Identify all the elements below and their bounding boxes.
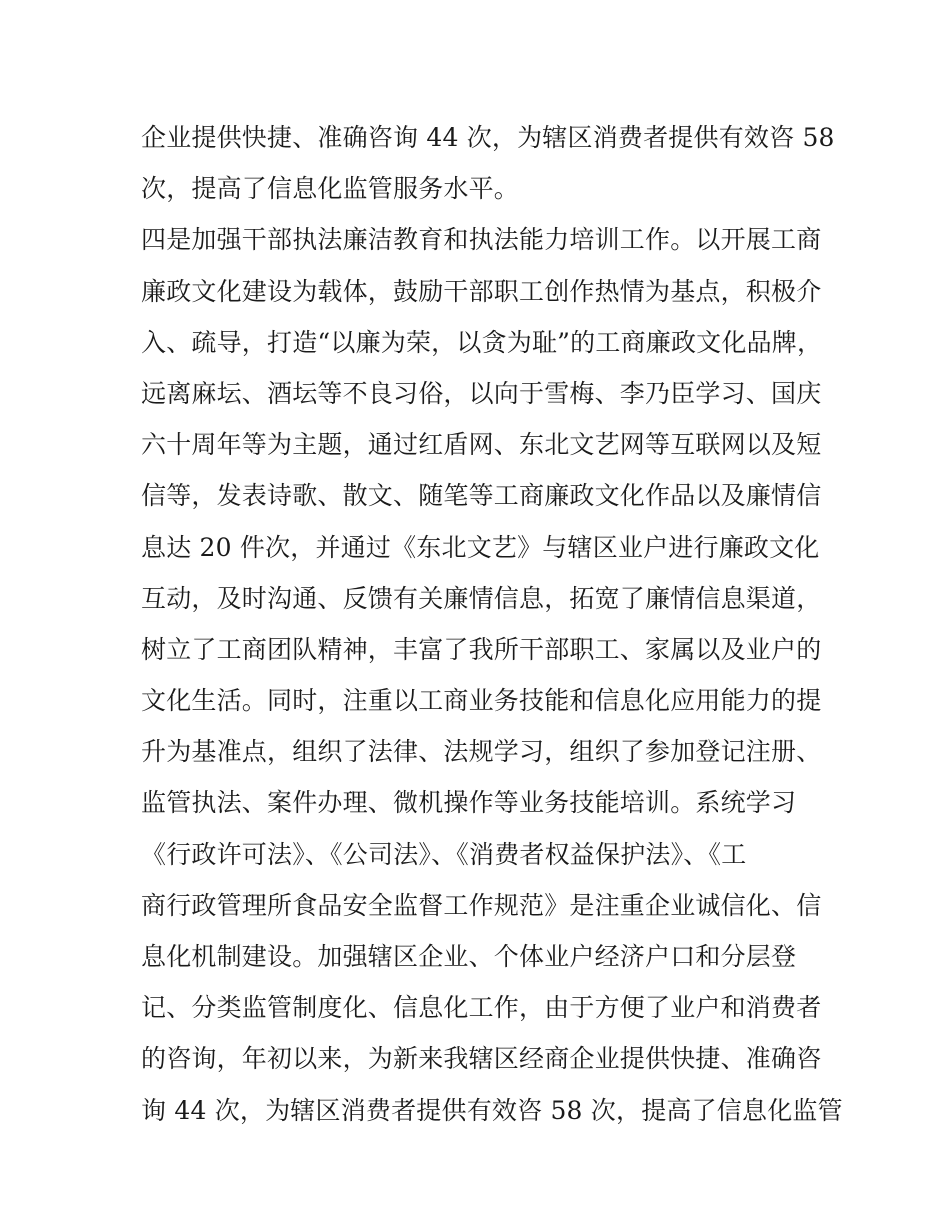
text-line: 监管执法、案件办理、微机操作等业务技能培训。系统学习 (141, 788, 797, 818)
text-line: 的咨询，年初以来，为新来我辖区经商企业提供快捷、准确咨 (141, 1044, 822, 1074)
text-line: 企业提供快捷、准确咨询 44 次，为辖区消费者提供有效咨 58 (141, 123, 835, 152)
text-line: 六十周年等为主题，通过红盾网、东北文艺网等互联网以及短 (141, 430, 822, 460)
text-line: 树立了工商团队精神，丰富了我所干部职工、家属以及业户的 (141, 634, 822, 664)
text-line: 询 44 次，为辖区消费者提供有效咨 58 次，提高了信息化监管 (141, 1095, 843, 1125)
text-line: 互动，及时沟通、反馈有关廉情信息，拓宽了廉情信息渠道， (141, 583, 822, 613)
text-line: 记、分类监管制度化、信息化工作，由于方便了业户和消费者 (141, 993, 822, 1023)
text-line: 升为基准点，组织了法律、法规学习，组织了参加登记注册、 (141, 737, 822, 767)
text-line: 四是加强干部执法廉洁教育和执法能力培训工作。以开展工商 (141, 225, 822, 255)
text-line: 商行政管理所食品安全监督工作规范》是注重企业诚信化、信 (141, 890, 822, 920)
text-line: 《行政许可法》、《公司法》、《消费者权益保护法》、《工 (141, 839, 747, 869)
text-line: 入、疏导，打造“以廉为荣，以贪为耻”的工商廉政文化品牌， (141, 327, 823, 357)
text-line: 信等，发表诗歌、散文、随笔等工商廉政文化作品以及廉情信 (141, 481, 822, 511)
body-text (141, 112, 843, 1136)
text-line: 文化生活。同时，注重以工商业务技能和信息化应用能力的提 (141, 686, 822, 716)
text-line: 息化机制建设。加强辖区企业、个体业户经济户口和分层登 (141, 942, 797, 971)
text-line: 次，提高了信息化监管服务水平。 (141, 174, 520, 204)
text-line: 息达 20 件次，并通过《东北文艺》与辖区业户进行廉政文化 (141, 532, 820, 562)
text-line: 廉政文化建设为载体，鼓励干部职工创作热情为基点，积极介 (141, 276, 822, 306)
text-line: 远离麻坛、酒坛等不良习俗，以向于雪梅、李乃臣学习、国庆 (141, 378, 822, 408)
